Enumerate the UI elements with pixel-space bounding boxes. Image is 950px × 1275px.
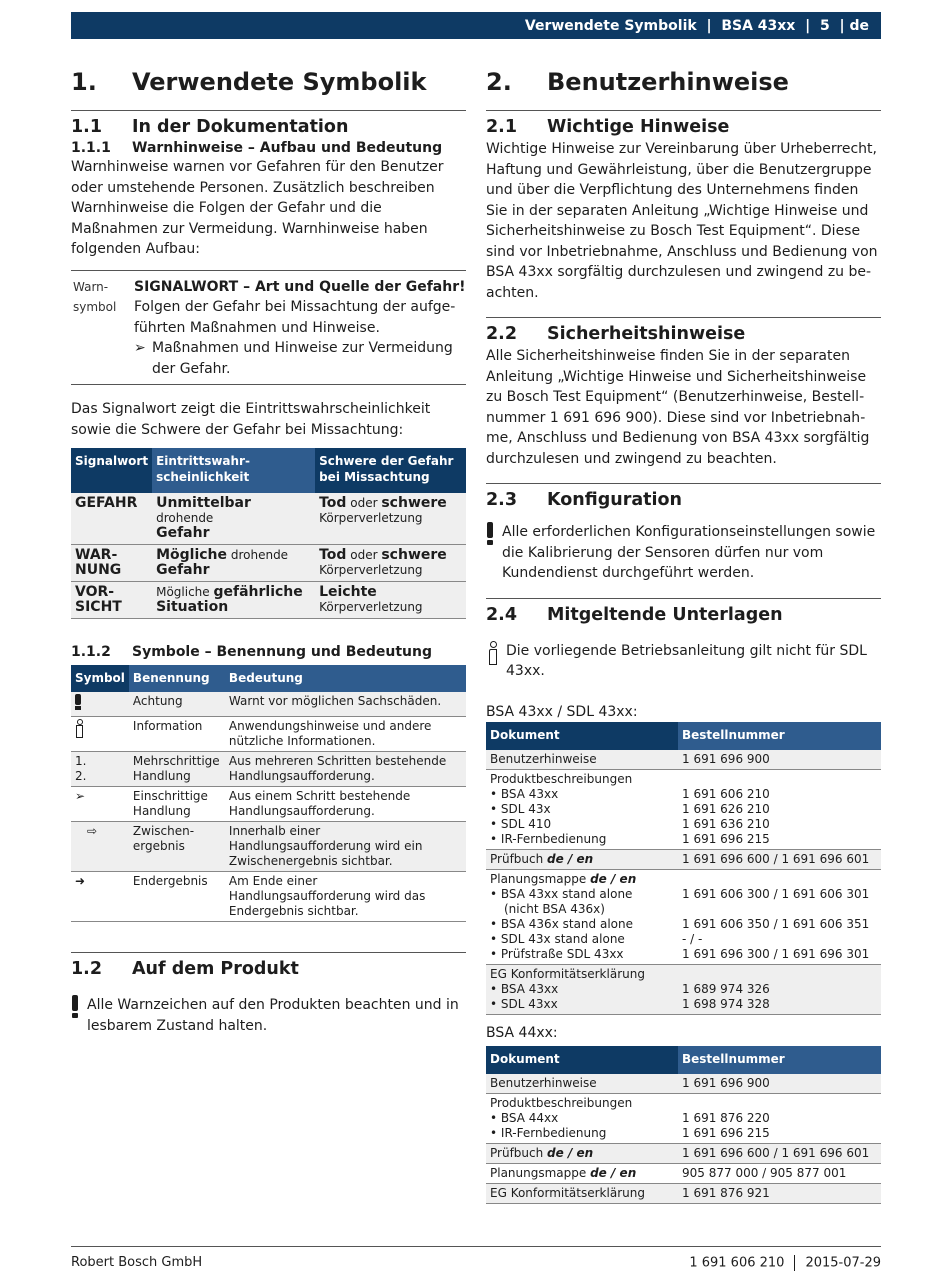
order-number: 1 691 606 210 1 691 626 210 1 691 636 210 1 691 696 215 [678, 770, 881, 850]
measure-line [134, 338, 466, 379]
bold-arrow-icon: ➜ [71, 872, 129, 922]
table-header: Eintrittswahrscheinlichkeit [152, 448, 315, 493]
section-number: 2.2 [486, 324, 518, 344]
table-row [71, 787, 466, 822]
caution-icon [71, 692, 129, 717]
table-header: Bestellnummer [678, 1046, 881, 1074]
caution-icon [486, 522, 494, 544]
doc-name: EG Konformitätserklärung [486, 1183, 678, 1203]
doc-name: Benutzerhinweise [486, 1074, 678, 1094]
table-row [486, 750, 881, 770]
order-number: 1 691 696 900 [678, 750, 881, 770]
info-note [486, 641, 881, 682]
warn-symbol-label: Warn-symbol [73, 279, 117, 314]
severity: Tod oder schwere Körperverletzung [315, 545, 466, 582]
table-header: Bestellnummer [678, 722, 881, 750]
table-header-row [71, 665, 466, 692]
section-title: Konfiguration [547, 490, 682, 510]
order-number: 1 691 696 600 / 1 691 696 601 [678, 1143, 881, 1163]
measure-text: Maßnahmen und Hinweise zur Vermeidung der Gefahr. [152, 340, 453, 377]
divider [486, 598, 881, 599]
table-row [71, 582, 466, 619]
doc-name: Prüfbuch de / en [486, 1143, 678, 1163]
chapter-number: 2. [486, 68, 512, 96]
subsection-number: 1.1.2 [71, 644, 111, 660]
section-title: Auf dem Produkt [132, 959, 299, 979]
consequence-line: Folgen der Gefahr bei Missachtung der aufgeführten Maßnahmen und Hinweise. [134, 299, 456, 336]
warning-body [134, 277, 466, 380]
signal-word-table [71, 448, 466, 619]
table-row [71, 545, 466, 582]
order-number: 1 689 974 326 1 698 974 328 [678, 965, 881, 1015]
table-row [71, 822, 466, 872]
signal-word: GEFAHR [71, 493, 152, 545]
order-number: 1 691 876 921 [678, 1183, 881, 1203]
table-header-row [486, 722, 881, 750]
table-row [71, 493, 466, 545]
info-icon [71, 717, 129, 752]
section-heading [486, 603, 881, 627]
documents-table-bsa44xx [486, 1046, 881, 1204]
section-number: 1.2 [71, 959, 103, 979]
chapter-title: Benutzerhinweise [547, 68, 789, 96]
caution-icon [71, 995, 79, 1017]
order-number: 1 691 606 300 / 1 691 606 301 1 691 606 350 / 1 691 606 351 - / - 1 691 696 300 / 1 691 696 301 [678, 870, 881, 965]
divider [486, 110, 881, 111]
section-heading [486, 488, 881, 512]
header-product: BSA 43xx [721, 17, 796, 34]
order-number: 1 691 696 600 / 1 691 696 601 [678, 850, 881, 870]
table-header: Dokument [486, 1046, 678, 1074]
order-number: 1 691 876 220 1 691 696 215 [678, 1093, 881, 1143]
chapter-heading [71, 62, 466, 110]
documents-table-bsa43xx [486, 722, 881, 1015]
probability: Unmittelbar drohende Gefahr [152, 493, 315, 545]
divider [486, 317, 881, 318]
product-note [71, 995, 466, 1036]
table-row [486, 870, 881, 965]
numbered-steps-icon: 1. 2. [71, 752, 129, 787]
symbol-name: Zwischenergebnis [129, 822, 225, 872]
doc-name: EG Konformitätserklärung • BSA 43xx • SDL 43xx [486, 965, 678, 1015]
table-row [71, 692, 466, 717]
severity: Tod oder schwere Körperverletzung [315, 493, 466, 545]
probability: Mögliche gefährliche Situation [152, 582, 315, 619]
doc-name: Produktbeschreibungen • BSA 43xx • SDL 43x • SDL 410 • IR-Fernbedienung [486, 770, 678, 850]
footer-separator [794, 1255, 795, 1271]
divider [486, 483, 881, 484]
table-header-row [486, 1046, 881, 1074]
section-title: In der Dokumentation [132, 117, 349, 137]
chapter-number: 1. [71, 68, 97, 96]
subsection-heading [71, 643, 466, 661]
footer-date: 2015-07-29 [805, 1255, 881, 1271]
table-caption: BSA 43xx / SDL 43xx: [486, 703, 638, 720]
order-number: 1 691 696 900 [678, 1074, 881, 1094]
warning-structure-box [71, 270, 466, 386]
probability: Mögliche drohende Gefahr [152, 545, 315, 582]
symbol-name: Information [129, 717, 225, 752]
subsection-number: 1.1.1 [71, 140, 111, 156]
symbol-meaning: Aus einem Schritt bestehende Handlungsaufforderung. [225, 787, 466, 822]
table-header-row [71, 448, 466, 493]
note-text: Die vorliegende Betriebsanleitung gilt nicht für SDL 43xx. [506, 642, 867, 679]
symbol-meaning: Innerhalb einer Handlungsaufforderung wird ein Zwischenergebnis sichtbar. [225, 822, 466, 872]
arrow-icon: ➢ [134, 340, 146, 356]
table-header: Symbol [71, 665, 129, 692]
footer-company: Robert Bosch GmbH [71, 1255, 203, 1270]
table-header: Schwere der Gefahr bei Missachtung [315, 448, 466, 493]
doc-name: Planungsmappe de / en • BSA 43xx stand alone (nicht BSA 436x) • BSA 436x stand alone • SDL 43x stand alone • Prüfstraße SDL 43xx [486, 870, 678, 965]
symbol-meaning: Aus mehreren Schritten bestehende Handlungsaufforderung. [225, 752, 466, 787]
section-number: 2.1 [486, 117, 518, 137]
subsection-heading [71, 139, 466, 157]
section-title: Sicherheitshinweise [547, 324, 746, 344]
symbol-meaning: Anwendungshinweise und andere nützliche Informationen. [225, 717, 466, 752]
table-row [486, 1183, 881, 1203]
table-header: Benennung [129, 665, 225, 692]
table-header: Signalwort [71, 448, 152, 493]
doc-name: Planungsmappe de / en [486, 1163, 678, 1183]
table-row [486, 1074, 881, 1094]
symbol-name: Achtung [129, 692, 225, 717]
table-row [71, 872, 466, 922]
right-column [486, 62, 881, 1204]
header-separator: | [839, 17, 845, 34]
page-header [71, 12, 881, 39]
table-row [486, 965, 881, 1015]
note-text: Alle erforderlichen Konfigurationseinstellungen sowie die Kalibrierung der Sensoren dürfen nur vom Kundendienst durchgeführt werden. [502, 524, 876, 581]
table-caption: BSA 44xx: [486, 1025, 558, 1041]
signal-word: VORSICHT [71, 582, 152, 619]
hollow-arrow-icon: ⇨ [71, 822, 129, 872]
subsection-title: Symbole – Benennung und Bedeutung [132, 644, 432, 660]
section-heading [486, 322, 881, 346]
table-header: Bedeutung [225, 665, 466, 692]
header-lang: de [849, 17, 869, 34]
table-row [486, 1163, 881, 1183]
symbol-name: Mehrschrittige Handlung [129, 752, 225, 787]
header-separator: | [805, 17, 811, 34]
symbol-meaning: Warnt vor möglichen Sachschäden. [225, 692, 466, 717]
divider [71, 110, 466, 111]
divider [71, 952, 466, 953]
doc-name: Benutzerhinweise [486, 750, 678, 770]
signal-word: WARNUNG [71, 545, 152, 582]
section-number: 2.4 [486, 604, 518, 625]
info-icon [486, 641, 500, 665]
doc-name: Prüfbuch de / en [486, 850, 678, 870]
order-number: 905 877 000 / 905 877 001 [678, 1163, 881, 1183]
section-heading [71, 957, 466, 981]
footer-doc-number: 1 691 606 210 [689, 1255, 785, 1271]
left-column [71, 62, 466, 1036]
paragraph: Wichtige Hinweise zur Vereinbarung über Urheberrecht, Haftung und Gewährleistung, über die Benutzergruppe und über die Verpflichtung des Unternehmens finden Sie in der separaten Anleitung „Wichtige Hinweise und Sicherheitshinweise zu Bosch Test Equipment“. Diese sind vor Inbetriebnahme, Anschluss und Bedienung von BSA 43xx sorgfältig durchzulesen und zwingend zu beachten. [486, 141, 878, 301]
header-section: Verwendete Symbolik [524, 17, 697, 34]
severity: Leichte Körperverletzung [315, 582, 466, 619]
page-footer [71, 1246, 881, 1271]
table-row [71, 717, 466, 752]
note-text: Alle Warnzeichen auf den Produkten beachten und in lesbarem Zustand halten. [87, 997, 459, 1034]
section-heading [71, 115, 466, 139]
section-title: Wichtige Hinweise [547, 117, 730, 137]
section-number: 1.1 [71, 117, 103, 137]
section-number: 2.3 [486, 490, 518, 510]
table-row [486, 850, 881, 870]
section-title: Mitgeltende Unterlagen [547, 604, 783, 625]
chapter-title: Verwendete Symbolik [132, 68, 427, 96]
config-note [486, 522, 881, 584]
table-header: Dokument [486, 722, 678, 750]
table-row [71, 752, 466, 787]
table-row [486, 1093, 881, 1143]
section-heading [486, 115, 881, 139]
arrowhead-icon: ➢ [71, 787, 129, 822]
subsection-title: Warnhinweise – Aufbau und Bedeutung [132, 140, 443, 156]
symbol-meaning: Am Ende einer Handlungsaufforderung wird das Endergebnis sichtbar. [225, 872, 466, 922]
paragraph: Warnhinweise warnen vor Gefahren für den Benutzer oder umstehende Personen. Zusätzlich beschreiben Warnhinweise die Folgen der Gefahr und die Maßnahmen zur Vermeidung. Warnhinweise haben folgenden Aufbau: [71, 159, 444, 257]
paragraph: Alle Sicherheitshinweise finden Sie in der separaten Anleitung „Wichtige Hinweise und Sicherheitshinweise zu Bosch Test Equipment“ (Benutzerhinweise, Bestellnummer 1 691 696 900). Diese sind vor Inbetriebnahme, Anschluss und Bedienung von BSA 43xx sorgfältig durchzulesen und zwingend zu beachten. [486, 348, 870, 467]
table-row [486, 1143, 881, 1163]
chapter-heading [486, 62, 881, 110]
header-page: 5 [819, 17, 830, 34]
doc-name: Produktbeschreibungen • BSA 44xx • IR-Fernbedienung [486, 1093, 678, 1143]
header-separator: | [706, 17, 712, 34]
symbol-name: Einschrittige Handlung [129, 787, 225, 822]
symbol-name: Endergebnis [129, 872, 225, 922]
symbol-table [71, 665, 466, 922]
footer-meta [689, 1255, 881, 1271]
table-row [486, 770, 881, 850]
paragraph: Das Signalwort zeigt die Eintrittswahrscheinlichkeit sowie die Schwere der Gefahr bei Missachtung: [71, 401, 431, 438]
signal-word-line: SIGNALWORT – Art und Quelle der Gefahr! [134, 278, 466, 295]
